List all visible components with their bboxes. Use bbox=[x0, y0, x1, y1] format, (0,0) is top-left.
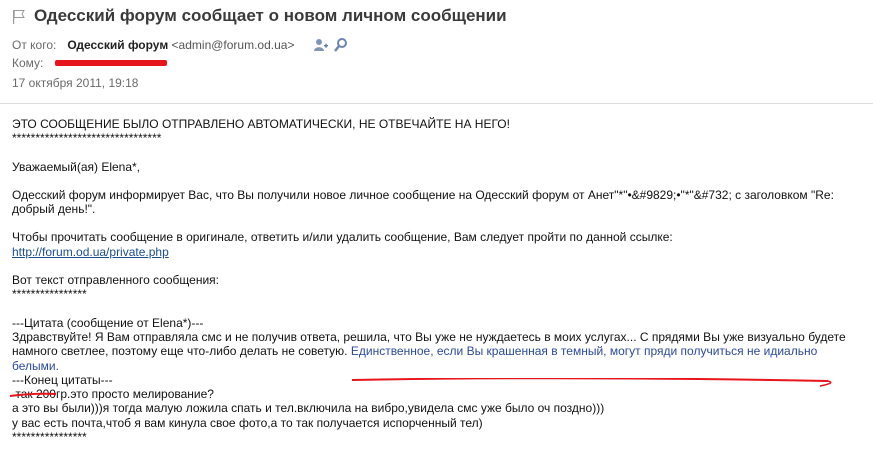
reply-line: так 200гр.это просто мелирование? bbox=[12, 387, 214, 402]
info-line: Одесский форум информирует Вас, что Вы получили новое личное сообщение на Одесский форум от Анет"*"•&#9829;•"*"&#732; с заголовком "Re: bbox=[12, 187, 834, 202]
sender-email[interactable]: <admin@forum.od.ua> bbox=[171, 38, 295, 52]
stars-line: ******************************** bbox=[12, 131, 162, 146]
quote-line: Здравствуйте! Я Вам отправляла смс и не получив ответа, решила, что Вы уже не нуждаетесь в моих услугах... С прядями Вы уже визуально будете bbox=[12, 329, 846, 344]
reply-line: у вас есть почта,чтоб я вам кинула свое фото,а то так получается испорченный тел) bbox=[12, 415, 483, 430]
flag-icon[interactable] bbox=[12, 9, 26, 25]
from-row bbox=[12, 38, 294, 52]
message-date: 17 октября 2011, 19:18 bbox=[12, 76, 139, 90]
red-underline-annotation bbox=[350, 378, 840, 396]
reply-line: а это вы были)))я тогда малую ложила спать и тел.включила на вибро,увидела смс уже было оч поздно))) bbox=[12, 401, 605, 416]
redaction-mark bbox=[55, 60, 167, 66]
to-label: Кому: bbox=[12, 56, 44, 70]
info-line: добрый день!". bbox=[12, 202, 96, 217]
message-subject: Одесский форум сообщает о новом личном сообщении bbox=[34, 6, 507, 25]
quote-text: намного светлее, поэтому еще что-либо делать не советую. bbox=[12, 344, 348, 359]
quote-highlight: белыми. bbox=[12, 358, 59, 373]
quote-start: ---Цитата (сообщение от Elena*)--- bbox=[12, 315, 204, 330]
message-header bbox=[0, 0, 873, 100]
sender-name[interactable]: Одесский форум bbox=[67, 38, 169, 52]
from-label: От кого: bbox=[12, 38, 57, 52]
magnifier-icon[interactable] bbox=[333, 37, 349, 53]
stars-line: **************** bbox=[12, 430, 87, 445]
text-intro: Вот текст отправленного сообщения: bbox=[12, 273, 219, 288]
read-instruction: Чтобы прочитать сообщение в оригинале, ответить и/или удалить сообщение, Вам следует пройти по данной ссылке: bbox=[12, 230, 673, 245]
quote-end: ---Конец цитаты--- bbox=[12, 372, 113, 387]
greeting: Уважаемый(ая) Elena*, bbox=[12, 159, 141, 174]
stars-line: **************** bbox=[12, 287, 87, 302]
red-underline-annotation bbox=[8, 390, 68, 400]
auto-notice: ЭТО СООБЩЕНИЕ БЫЛО ОТПРАВЛЕНО АВТОМАТИЧЕСКИ, НЕ ОТВЕЧАЙТЕ НА НЕГО! bbox=[12, 117, 510, 131]
add-contact-icon[interactable] bbox=[313, 37, 329, 53]
divider bbox=[0, 103, 873, 104]
quote-highlight: Единственное, если Вы крашенная в темный, могут пряди получиться не идиально bbox=[350, 344, 818, 359]
quote-line bbox=[12, 344, 862, 358]
private-message-link[interactable]: http://forum.od.ua/private.php bbox=[12, 244, 169, 259]
